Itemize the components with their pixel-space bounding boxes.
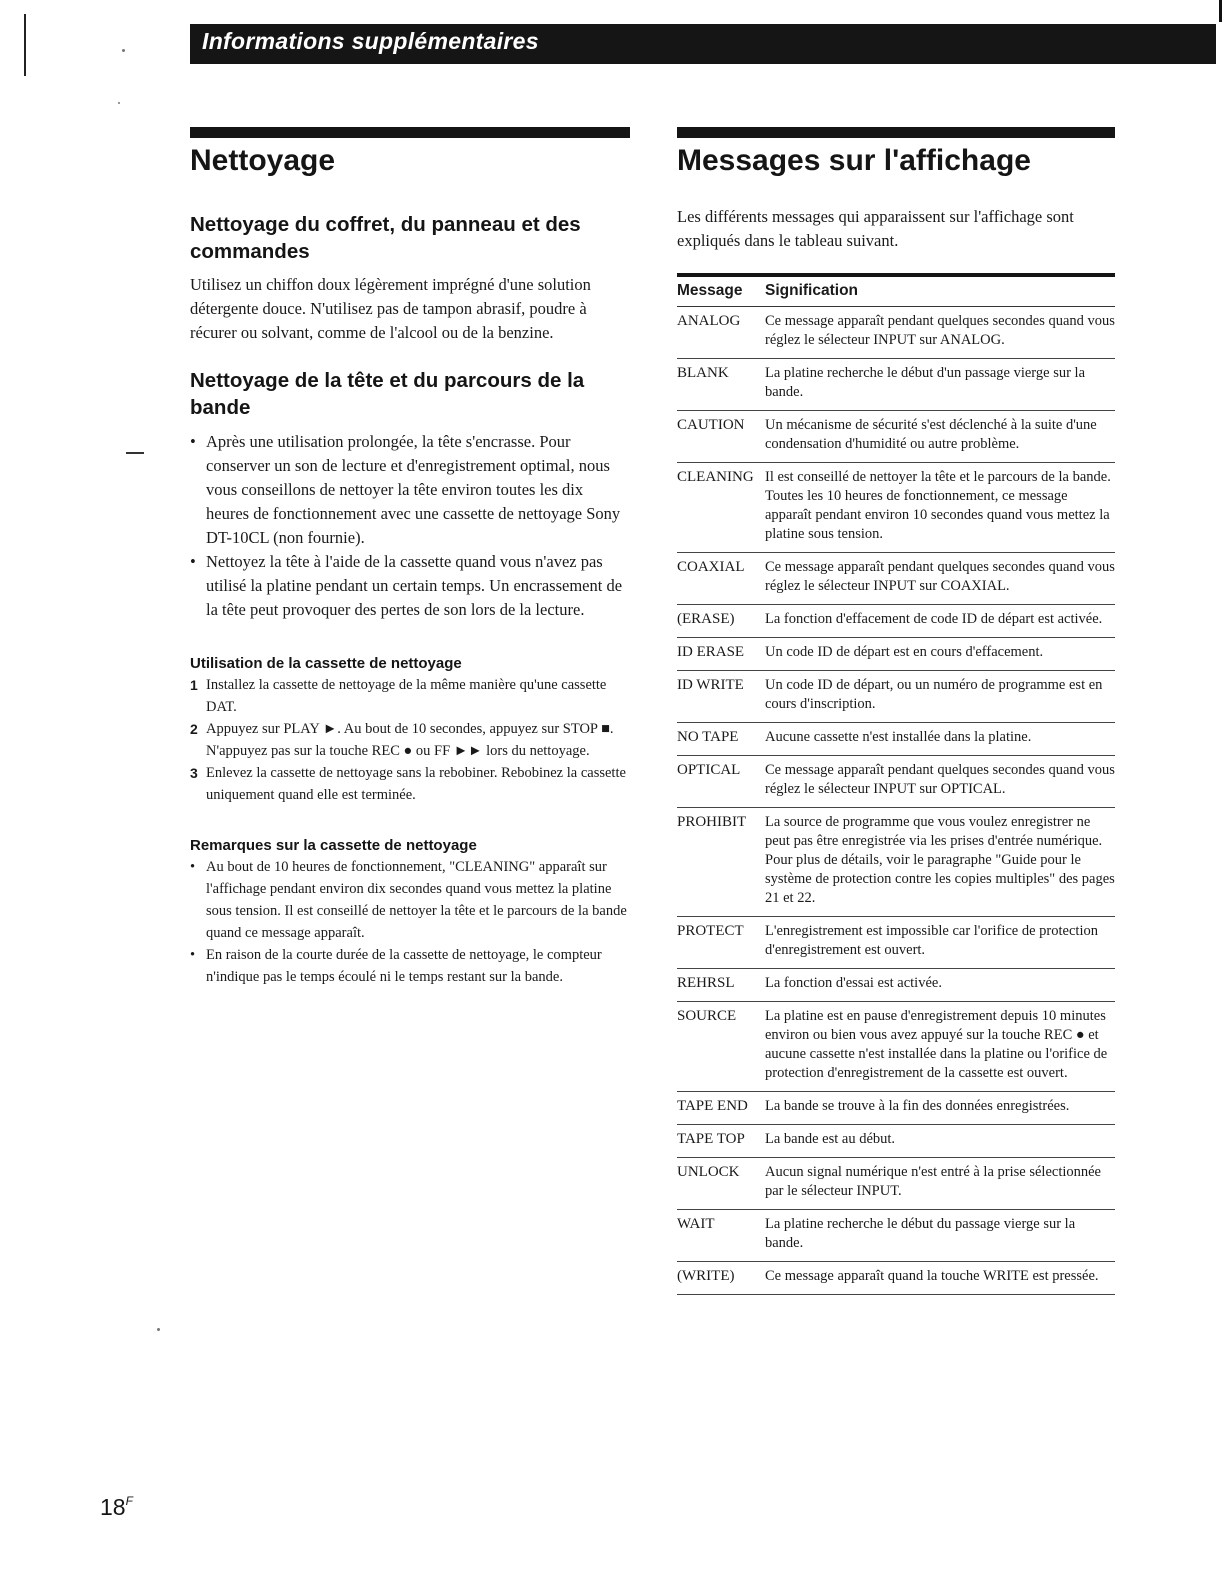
subsection-heading: Nettoyage du coffret, du panneau et des commandes [190,213,581,263]
section-banner [190,24,1216,64]
step-text: Installez la cassette de nettoyage de la même manière qu'une cassette DAT. [206,677,607,715]
table-row [677,1158,1115,1210]
step-number: 2 [190,721,198,737]
message-code: UNLOCK [677,1164,740,1180]
list-item: • Nettoyez la tête à l'aide de la cassette quand vous n'avez pas utilisé la platine pendant un certain temps. Un encrassement de la tête peut provoquer des pertes de son lors de la lecture. [190,550,630,622]
message-meaning: Un code ID de départ, ou un numéro de programme est en cours d'inscription. [765,677,1103,712]
message-meaning: La platine recherche le début du passage vierge sur la bande. [765,1216,1076,1251]
table-row [677,969,1115,1002]
banner-title: Informations supplémentaires [202,28,539,54]
message-meaning: Ce message apparaît quand la touche WRITE est pressée. [765,1268,1099,1284]
message-meaning: La fonction d'effacement de code ID de départ est activée. [765,611,1103,627]
message-code: (ERASE) [677,611,735,627]
step-text: Enlevez la cassette de nettoyage sans la rebobiner. Rebobinez la cassette uniquement quand elle est terminée. [206,765,626,803]
table-row [677,1002,1115,1092]
message-meaning: Ce message apparaît pendant quelques secondes quand vous réglez le sélecteur INPUT sur ANALOG. [765,313,1115,348]
step-text: Appuyez sur PLAY ►. Au bout de 10 secondes, appuyez sur STOP ■. N'appuyez pas sur la touche REC ● ou FF ►► lors du nettoyage. [206,721,614,759]
column-header-meaning: Signification [765,282,858,299]
message-code: SOURCE [677,1008,737,1024]
table-row [677,307,1115,359]
left-column [190,127,630,988]
list-item: • En raison de la courte durée de la cassette de nettoyage, le compteur n'indique pas le temps écoulé ni le temps restant sur la bande. [190,944,630,988]
list-item [190,718,630,762]
speck [118,102,120,104]
message-meaning: Un code ID de départ est en cours d'effacement. [765,644,1044,660]
bullet-list [190,430,630,622]
message-meaning: Ce message apparaît pendant quelques secondes quand vous réglez le sélecteur INPUT sur COAXIAL. [765,559,1115,594]
table-header [677,277,1115,307]
table-row [677,808,1115,917]
section-bar [190,127,630,138]
message-code: PROHIBIT [677,814,747,830]
list-item: • Au bout de 10 heures de fonctionnement, "CLEANING" apparaît sur l'affichage pendant environ dix secondes quand vous mettez la platine sous tension. Il est conseillé de nettoyer la tête et le parcours de la bande quand ce message apparaît. [190,856,630,944]
section-title: Nettoyage [190,144,336,177]
table-row [677,917,1115,969]
speck [122,49,125,52]
message-meaning: La bande se trouve à la fin des données enregistrées. [765,1098,1070,1114]
table-row [677,553,1115,605]
message-code: TAPE END [677,1098,748,1114]
message-meaning: L'enregistrement est impossible car l'orifice de protection d'enregistrement est ouvert. [765,923,1098,958]
page-number: $18^F$ [100,1494,133,1520]
list-item [190,762,630,806]
page-suffix: F [125,1494,133,1508]
table-row [677,638,1115,671]
subsection-heading: Utilisation de la cassette de nettoyage [190,655,462,672]
message-code: TAPE TOP [677,1131,745,1147]
paragraph: Utilisez un chiffon doux légèrement imprégné d'une solution détergente douce. N'utilisez pas de tampon abrasif, poudre à récurer ou solvant, comme de l'alcool ou de la benzine. [190,275,591,342]
message-code: ANALOG [677,313,741,329]
table-row [677,359,1115,411]
message-code: CAUTION [677,417,745,433]
table-body [677,307,1115,1295]
message-code: ID ERASE [677,644,745,660]
right-column [677,127,1115,1295]
message-meaning: Aucun signal numérique n'est entré à la prise sélectionnée par le sélecteur INPUT. [765,1164,1101,1199]
step-list [190,674,630,806]
message-code: OPTICAL [677,762,741,778]
bullet-list [190,856,630,988]
step-number: 3 [190,765,198,781]
table-row [677,1210,1115,1262]
list-item [190,674,630,718]
speck [157,1328,160,1331]
message-meaning: Un mécanisme de sécurité s'est déclenché à la suite d'une condensation d'humidité ou autre problème. [765,417,1097,452]
edge-mark [1219,0,1222,22]
subsection-heading: Remarques sur la cassette de nettoyage [190,837,477,854]
table-row [677,1092,1115,1125]
list-item: • Après une utilisation prolongée, la tête s'encrasse. Pour conserver un son de lecture et d'enregistrement optimal, nous vous conseillons de nettoyer la tête environ toutes les dix heures de fonctionnement avec une cassette de nettoyage Sony DT-10CL (non fournie). [190,430,630,550]
message-meaning: La fonction d'essai est activée. [765,975,942,991]
message-meaning: La platine recherche le début d'un passage vierge sur la bande. [765,365,1085,400]
message-code: NO TAPE [677,729,739,745]
table-row [677,1125,1115,1158]
message-code: REHRSL [677,975,735,991]
message-code: CLEANING [677,469,754,485]
margin-rule [24,14,26,76]
section-title: Messages sur l'affichage [677,144,1031,177]
table-row [677,411,1115,463]
message-meaning: La bande est au début. [765,1131,896,1147]
messages-table [677,273,1115,1295]
message-code: WAIT [677,1216,715,1232]
table-row [677,723,1115,756]
subsection-heading: Nettoyage de la tête et du parcours de la bande [190,369,585,419]
table-row [677,463,1115,553]
message-code: PROTECT [677,923,744,939]
message-meaning: Il est conseillé de nettoyer la tête et le parcours de la bande. Toutes les 10 heures de fonctionnement, ce message apparaît pendant environ 10 secondes quand vous mettez la platine sous tension. [765,469,1111,542]
column-header-message: Message [677,282,743,299]
message-meaning: La source de programme que vous voulez enregistrer ne peut pas être enregistrée via les prises d'entrée numérique. Pour plus de détails, voir le paragraphe "Guide pour le système de protection contre les copies multiples" des pages 21 et 22. [765,814,1115,906]
table-row [677,756,1115,808]
intro-paragraph: Les différents messages qui apparaissent sur l'affichage sont expliqués dans le tableau suivant. [677,207,1074,250]
message-code: ID WRITE [677,677,744,693]
table-row [677,605,1115,638]
message-code: BLANK [677,365,729,381]
section-bar [677,127,1115,138]
message-meaning: Aucune cassette n'est installée dans la platine. [765,729,1032,745]
message-meaning: La platine est en pause d'enregistrement depuis 10 minutes environ ou bien vous avez appuyé sur la touche REC ● et aucune cassette n'est installée dans la platine ou l'orifice de protection d'enregistrement de la cassette est ouvert. [765,1008,1108,1081]
table-row [677,671,1115,723]
message-meaning: Ce message apparaît pendant quelques secondes quand vous réglez le sélecteur INPUT sur OPTICAL. [765,762,1115,797]
message-code: (WRITE) [677,1268,735,1284]
message-code: COAXIAL [677,559,745,575]
margin-dash [126,452,144,454]
table-row [677,1262,1115,1295]
step-number: 1 [190,677,198,693]
